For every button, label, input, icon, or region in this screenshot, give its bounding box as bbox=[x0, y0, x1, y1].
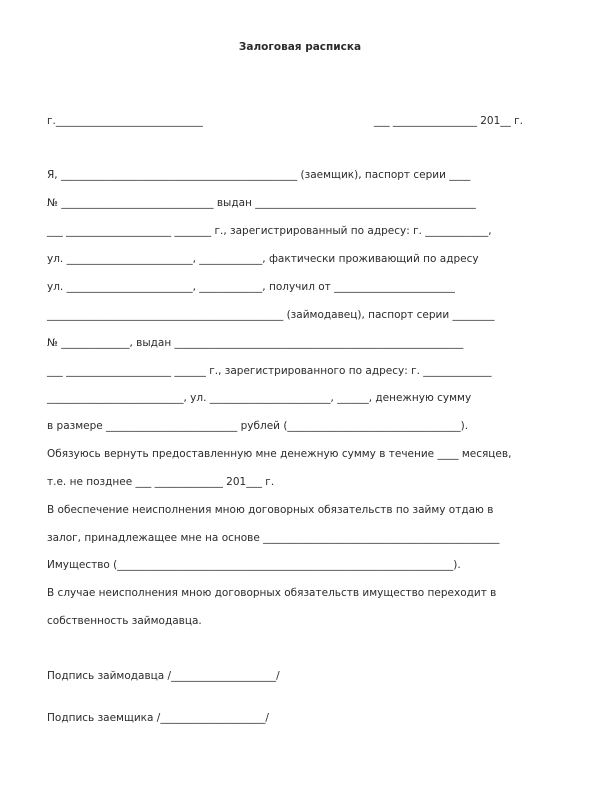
body-line-8: ___ ____________________ ______ г., зарегистрированного по адресу: г. _____________ bbox=[47, 365, 492, 377]
body-line-5: ул. ________________________, ____________, получил от _______________________ bbox=[47, 281, 455, 293]
body-line-15: Имущество (________________________________________________________________). bbox=[47, 559, 461, 571]
body-line-16: В случае неисполнения мною договорных обязательств имущество переходит в bbox=[47, 587, 497, 599]
body-line-1: Я, _____________________________________________ (заемщик), паспорт серии ____ bbox=[47, 169, 471, 181]
body-line-9: __________________________, ул. _______________________, ______, денежную сумму bbox=[47, 392, 472, 404]
body-line-2: № _____________________________ выдан __________________________________________ bbox=[47, 197, 476, 209]
body-line-4: ул. ________________________, ____________, фактически проживающий по адресу bbox=[47, 253, 479, 265]
borrower-signature: Подпись заемщика /____________________/ bbox=[47, 712, 269, 724]
body-line-11: Обязуюсь вернуть предоставленную мне денежную сумму в течение ____ месяцев, bbox=[47, 448, 512, 460]
body-line-10: в размере _________________________ рублей (_________________________________). bbox=[47, 420, 469, 432]
body-line-7: № _____________, выдан _______________________________________________________ bbox=[47, 337, 464, 349]
body-line-17: собственность займодавца. bbox=[47, 615, 202, 627]
city-field: г.____________________________ bbox=[47, 115, 203, 127]
body-line-14: залог, принадлежащее мне на основе _____________________________________________ bbox=[47, 532, 500, 544]
body-line-3: ___ ____________________ _______ г., зарегистрированный по адресу: г. ____________, bbox=[47, 225, 492, 237]
date-field: ___ ________________ 201__ г. bbox=[373, 115, 523, 127]
body-line-6: _____________________________________________ (займодавец), паспорт серии ________ bbox=[47, 309, 495, 321]
document-title: Залоговая расписка bbox=[238, 41, 362, 53]
body-line-12: т.е. не позднее ___ _____________ 201___ г. bbox=[47, 476, 275, 488]
lender-signature: Подпись займодавца /____________________/ bbox=[47, 670, 280, 682]
body-line-13: В обеспечение неисполнения мною договорных обязательств по займу отдаю в bbox=[47, 504, 494, 516]
